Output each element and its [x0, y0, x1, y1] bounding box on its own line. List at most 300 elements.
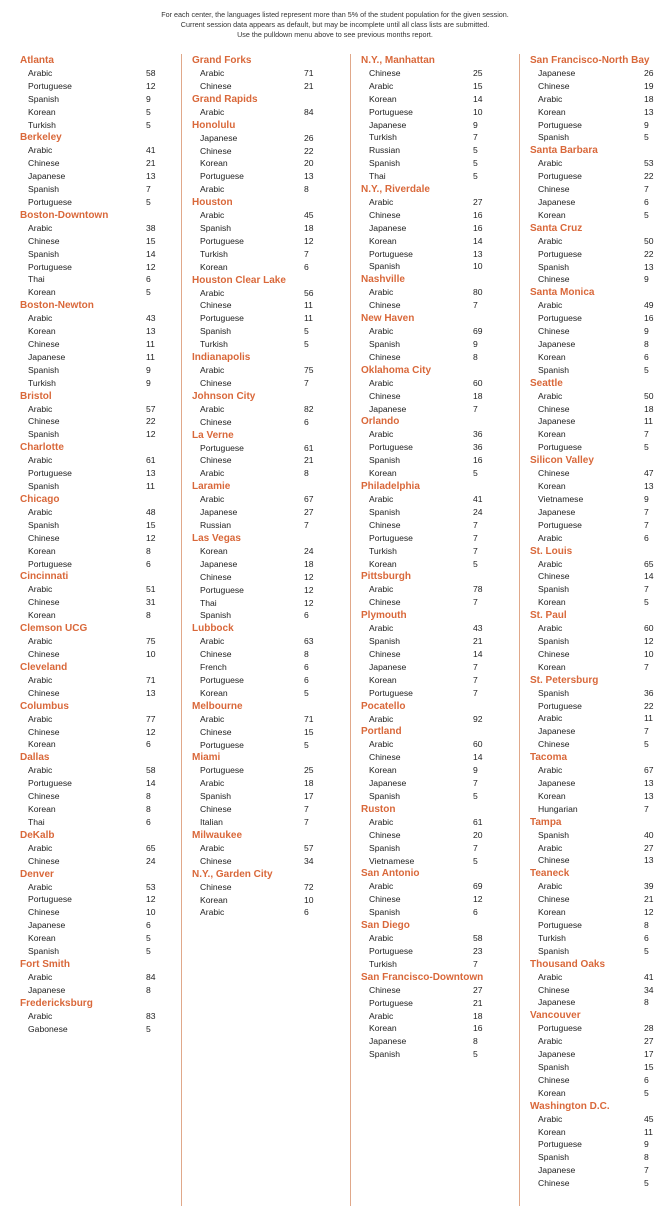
center-name: Teaneck [530, 868, 570, 880]
language-row [361, 519, 510, 532]
language-row [192, 906, 341, 919]
language-name: Arabic [28, 222, 53, 233]
language-row [361, 222, 510, 235]
language-row [20, 222, 170, 235]
language-name: Japanese [200, 132, 238, 143]
language-row [192, 170, 341, 183]
language-row [20, 338, 170, 351]
language-row [20, 596, 170, 609]
language-name: Korean [538, 429, 566, 440]
center-block [192, 622, 341, 699]
language-name: Portuguese [28, 261, 72, 272]
language-percent: 9 [644, 1139, 649, 1150]
language-name: Japanese [369, 1036, 407, 1047]
center-name: Tacoma [530, 752, 568, 764]
center-name: Fredericksburg [20, 997, 93, 1009]
language-name: Spanish [28, 945, 60, 956]
language-row [20, 119, 170, 132]
language-name: Portuguese [200, 313, 244, 324]
language-name: Arabic [28, 1010, 53, 1021]
language-row [530, 119, 670, 132]
language-percent: 12 [304, 571, 314, 582]
language-row [192, 842, 341, 855]
language-row [361, 558, 510, 571]
center-block [192, 93, 341, 119]
language-row [530, 842, 670, 855]
language-percent: 47 [644, 468, 654, 479]
language-row [20, 144, 170, 157]
language-row [361, 338, 510, 351]
language-row [361, 1035, 510, 1048]
language-row [361, 687, 510, 700]
language-row [192, 597, 341, 610]
center-block [20, 209, 170, 299]
language-name: Spanish [538, 687, 570, 698]
center-block [20, 997, 170, 1036]
language-name: Korean [28, 287, 56, 298]
language-row [361, 648, 510, 661]
language-percent: 6 [644, 1074, 649, 1085]
language-percent: 11 [644, 416, 653, 427]
language-percent: 8 [304, 649, 309, 660]
language-row [192, 726, 341, 739]
language-name: Arabic [28, 68, 53, 78]
language-row [361, 713, 510, 726]
language-row [20, 519, 170, 532]
center-block [192, 54, 341, 93]
language-name: Portuguese [538, 519, 582, 530]
language-percent: 6 [644, 351, 649, 362]
language-name: Arabic [200, 494, 225, 505]
language-percent: 7 [473, 674, 478, 685]
language-percent: 34 [644, 984, 654, 995]
language-percent: 14 [473, 93, 483, 104]
language-name: Chinese [28, 235, 60, 246]
language-row [361, 906, 510, 919]
language-name: Korean [369, 468, 397, 479]
language-name: Arabic [538, 623, 563, 634]
language-percent: 27 [644, 842, 654, 853]
language-percent: 13 [304, 171, 314, 182]
center-block [530, 958, 670, 1010]
language-row [530, 209, 670, 222]
language-row [530, 235, 670, 248]
center-name: San Francisco-Downtown [361, 971, 484, 983]
language-row [20, 1010, 170, 1023]
language-row [530, 984, 670, 997]
center-block [530, 816, 670, 868]
language-name: Korean [538, 209, 566, 220]
language-row [20, 428, 170, 441]
language-row [361, 1022, 510, 1035]
language-row [20, 687, 170, 700]
center-block [530, 222, 670, 287]
center-name: Pocatello [361, 700, 406, 712]
center-name: Johnson City [192, 390, 256, 402]
language-name: Arabic [538, 558, 563, 569]
language-name: Arabic [200, 636, 225, 647]
language-row [530, 480, 670, 493]
language-percent: 12 [644, 907, 654, 918]
language-percent: 7 [473, 403, 478, 414]
language-percent: 28 [644, 1023, 654, 1034]
language-row [530, 338, 670, 351]
language-percent: 10 [644, 648, 654, 659]
center-name: San Antonio [361, 868, 420, 880]
center-name: Dallas [20, 752, 50, 764]
center-block [361, 364, 510, 416]
language-percent: 71 [146, 674, 156, 685]
language-percent: 75 [146, 636, 156, 647]
language-name: Chinese [369, 351, 401, 362]
language-percent: 5 [146, 945, 151, 956]
language-name: Thai [28, 274, 45, 285]
language-row [192, 558, 341, 571]
center-block [20, 390, 170, 442]
language-percent: 6 [304, 261, 309, 272]
language-name: Italian [200, 816, 223, 827]
language-name: Arabic [200, 403, 225, 414]
language-row [361, 583, 510, 596]
language-name: Chinese [28, 416, 60, 427]
language-percent: 11 [146, 481, 155, 492]
language-percent: 5 [644, 364, 649, 375]
language-percent: 36 [473, 442, 483, 453]
center-name: Portland [361, 726, 402, 738]
language-percent: 7 [473, 687, 478, 698]
center-name: Thousand Oaks [530, 958, 606, 970]
center-block [530, 54, 670, 144]
language-row [20, 790, 170, 803]
language-row [530, 880, 670, 893]
language-name: Spanish [28, 248, 60, 259]
language-percent: 7 [304, 248, 309, 259]
language-name: Arabic [369, 429, 394, 440]
language-percent: 6 [304, 674, 309, 685]
language-percent: 5 [644, 597, 649, 608]
language-percent: 20 [304, 158, 314, 169]
language-percent: 5 [644, 209, 649, 220]
center-block [20, 829, 170, 868]
language-name: Chinese [369, 829, 401, 840]
language-name: Arabic [538, 713, 563, 724]
language-name: Chinese [538, 403, 570, 414]
language-percent: 5 [473, 1049, 478, 1060]
language-percent: 9 [146, 93, 151, 104]
language-name: Spanish [200, 791, 232, 802]
language-name: Korean [538, 790, 566, 801]
language-name: Japanese [28, 984, 66, 995]
language-name: Turkish [200, 248, 228, 259]
language-percent: 75 [304, 365, 314, 376]
language-row [361, 441, 510, 454]
language-row [530, 738, 670, 751]
language-name: Chinese [369, 984, 401, 995]
language-name: Portuguese [200, 442, 244, 453]
language-percent: 45 [304, 210, 314, 221]
language-row [361, 829, 510, 842]
language-percent: 7 [644, 506, 649, 517]
language-row [530, 893, 670, 906]
language-name: Arabic [369, 623, 394, 634]
center-name: St. Louis [530, 545, 573, 557]
center-name: Vancouver [530, 1010, 581, 1022]
language-percent: 84 [146, 971, 156, 982]
center-block [361, 609, 510, 699]
language-name: Japanese [369, 119, 407, 130]
language-row [530, 415, 670, 428]
center-block [192, 868, 341, 920]
center-block [192, 196, 341, 273]
center-name: Charlotte [20, 442, 64, 454]
language-percent: 27 [304, 507, 314, 518]
language-name: Russian [369, 145, 401, 156]
language-percent: 10 [304, 894, 314, 905]
language-row [192, 222, 341, 235]
language-percent: 12 [304, 235, 314, 246]
language-percent: 11 [304, 300, 313, 311]
language-row [530, 725, 670, 738]
language-row [20, 157, 170, 170]
language-name: Japanese [28, 351, 66, 362]
center-block [530, 1009, 670, 1099]
language-name: Portuguese [538, 442, 582, 453]
language-name: Korean [369, 558, 397, 569]
language-percent: 18 [473, 1010, 483, 1021]
language-row [20, 506, 170, 519]
language-row [361, 984, 510, 997]
language-name: Korean [538, 481, 566, 492]
language-percent: 7 [304, 377, 309, 388]
language-row [530, 403, 670, 416]
language-name: Korean [538, 351, 566, 362]
language-percent: 7 [473, 300, 478, 311]
language-name: Arabic [369, 933, 394, 944]
language-name: Japanese [538, 1049, 576, 1060]
column-4 [519, 54, 670, 1206]
language-name: Chinese [538, 739, 570, 750]
center-block [20, 570, 170, 622]
language-name: Spanish [28, 519, 60, 530]
language-row [361, 842, 510, 855]
language-row [20, 583, 170, 596]
language-name: Korean [200, 687, 228, 698]
language-name: Arabic [28, 636, 53, 647]
language-row [530, 1022, 670, 1035]
language-name: Portuguese [369, 442, 413, 453]
language-row [192, 803, 341, 816]
language-name: Spanish [28, 364, 60, 375]
language-name: Arabic [28, 674, 53, 685]
language-name: Chinese [538, 984, 570, 995]
language-row [530, 971, 670, 984]
language-percent: 71 [304, 713, 314, 724]
language-name: Chinese [28, 158, 60, 169]
language-percent: 77 [146, 713, 156, 724]
language-percent: 9 [644, 119, 649, 130]
language-percent: 9 [473, 765, 478, 776]
language-name: Hungarian [538, 803, 578, 814]
language-percent: 15 [146, 235, 156, 246]
language-row [530, 428, 670, 441]
language-percent: 7 [304, 816, 309, 827]
center-name: Tampa [530, 816, 562, 828]
language-row [530, 932, 670, 945]
language-percent: 48 [146, 506, 156, 517]
language-row [361, 738, 510, 751]
language-row [192, 609, 341, 622]
language-percent: 5 [473, 171, 478, 182]
language-row [192, 764, 341, 777]
language-percent: 14 [146, 778, 156, 789]
language-row [361, 997, 510, 1010]
center-name: Lubbock [192, 623, 234, 635]
language-percent: 7 [146, 184, 151, 195]
language-name: Korean [538, 106, 566, 117]
language-row [530, 777, 670, 790]
language-name: Portuguese [538, 1023, 582, 1034]
language-row [530, 1087, 670, 1100]
center-name: St. Petersburg [530, 674, 599, 686]
language-percent: 6 [644, 932, 649, 943]
language-row [192, 894, 341, 907]
language-name: Arabic [538, 1113, 563, 1124]
language-percent: 7 [473, 597, 478, 608]
center-name: Chicago [20, 493, 60, 505]
language-name: Spanish [369, 455, 401, 466]
center-block [192, 274, 341, 351]
language-percent: 5 [473, 468, 478, 479]
language-percent: 24 [146, 855, 156, 866]
language-name: Chinese [369, 894, 401, 905]
language-percent: 8 [304, 468, 309, 479]
language-percent: 8 [146, 545, 151, 556]
center-block [530, 144, 670, 221]
language-row [192, 790, 341, 803]
center-block [20, 661, 170, 700]
language-row [192, 377, 341, 390]
language-row [192, 132, 341, 145]
center-name: Bristol [20, 390, 52, 402]
language-name: Arabic [538, 765, 563, 776]
language-percent: 84 [304, 106, 314, 117]
language-percent: 7 [644, 429, 649, 440]
language-name: Spanish [369, 842, 401, 853]
language-name: Gabonese [28, 1023, 68, 1034]
language-row [20, 286, 170, 299]
center-name: N.Y., Manhattan [361, 55, 435, 66]
center-name: Ruston [361, 803, 396, 815]
language-percent: 22 [304, 145, 314, 156]
language-name: Korean [369, 765, 397, 776]
center-block [530, 609, 670, 674]
language-row [20, 558, 170, 571]
language-name: Portuguese [369, 997, 413, 1008]
language-row [361, 454, 510, 467]
language-name: Arabic [538, 390, 563, 401]
language-row [361, 790, 510, 803]
language-name: Spanish [200, 326, 232, 337]
language-percent: 5 [304, 339, 309, 350]
language-row [530, 170, 670, 183]
language-row [192, 584, 341, 597]
language-percent: 18 [304, 223, 314, 234]
language-row [530, 196, 670, 209]
language-row [192, 881, 341, 894]
language-percent: 5 [644, 739, 649, 750]
language-percent: 69 [473, 326, 483, 337]
language-row [192, 364, 341, 377]
language-percent: 24 [473, 506, 483, 517]
language-percent: 20 [473, 829, 483, 840]
center-name: Houston [192, 197, 233, 209]
language-percent: 16 [473, 455, 483, 466]
language-name: Arabic [538, 532, 563, 543]
language-name: Turkish [369, 545, 397, 556]
language-row [192, 467, 341, 480]
language-name: Portuguese [28, 80, 72, 91]
language-percent: 17 [644, 1049, 654, 1060]
center-block [192, 751, 341, 828]
language-name: Portuguese [200, 765, 244, 776]
center-name: Pittsburgh [361, 571, 411, 583]
language-row [192, 506, 341, 519]
center-block [20, 493, 170, 570]
language-row [530, 364, 670, 377]
language-name: Chinese [200, 377, 232, 388]
language-row [361, 403, 510, 416]
language-name: Korean [538, 907, 566, 918]
center-block [361, 415, 510, 480]
language-name: Portuguese [538, 313, 582, 324]
language-name: Japanese [369, 661, 407, 672]
language-name: Spanish [28, 481, 60, 492]
language-percent: 10 [473, 106, 483, 117]
language-row [20, 235, 170, 248]
language-name: Chinese [538, 571, 570, 582]
language-percent: 78 [473, 584, 483, 595]
language-name: Arabic [369, 197, 394, 208]
language-percent: 7 [473, 958, 478, 969]
language-name: Arabic [538, 93, 563, 104]
language-name: Spanish [538, 261, 570, 272]
language-row [530, 106, 670, 119]
language-row [361, 390, 510, 403]
language-name: Arabic [538, 235, 563, 246]
language-name: Portuguese [369, 248, 413, 259]
center-name: Seattle [530, 377, 563, 389]
language-row [20, 67, 170, 80]
language-name: Chinese [538, 855, 570, 866]
language-row [192, 80, 341, 93]
language-name: Japanese [200, 558, 238, 569]
language-row [20, 881, 170, 894]
language-row [361, 170, 510, 183]
language-row [20, 674, 170, 687]
language-percent: 10 [473, 261, 483, 272]
language-row [361, 80, 510, 93]
language-percent: 12 [146, 894, 156, 905]
center-name: Honolulu [192, 119, 236, 131]
column-1 [20, 54, 170, 1206]
language-name: Arabic [28, 713, 53, 724]
center-name: N.Y., Garden City [192, 868, 273, 880]
language-name: Arabic [538, 300, 563, 311]
language-percent: 5 [473, 158, 478, 169]
language-percent: 6 [304, 610, 309, 621]
language-name: Arabic [28, 506, 53, 517]
center-block [361, 480, 510, 570]
